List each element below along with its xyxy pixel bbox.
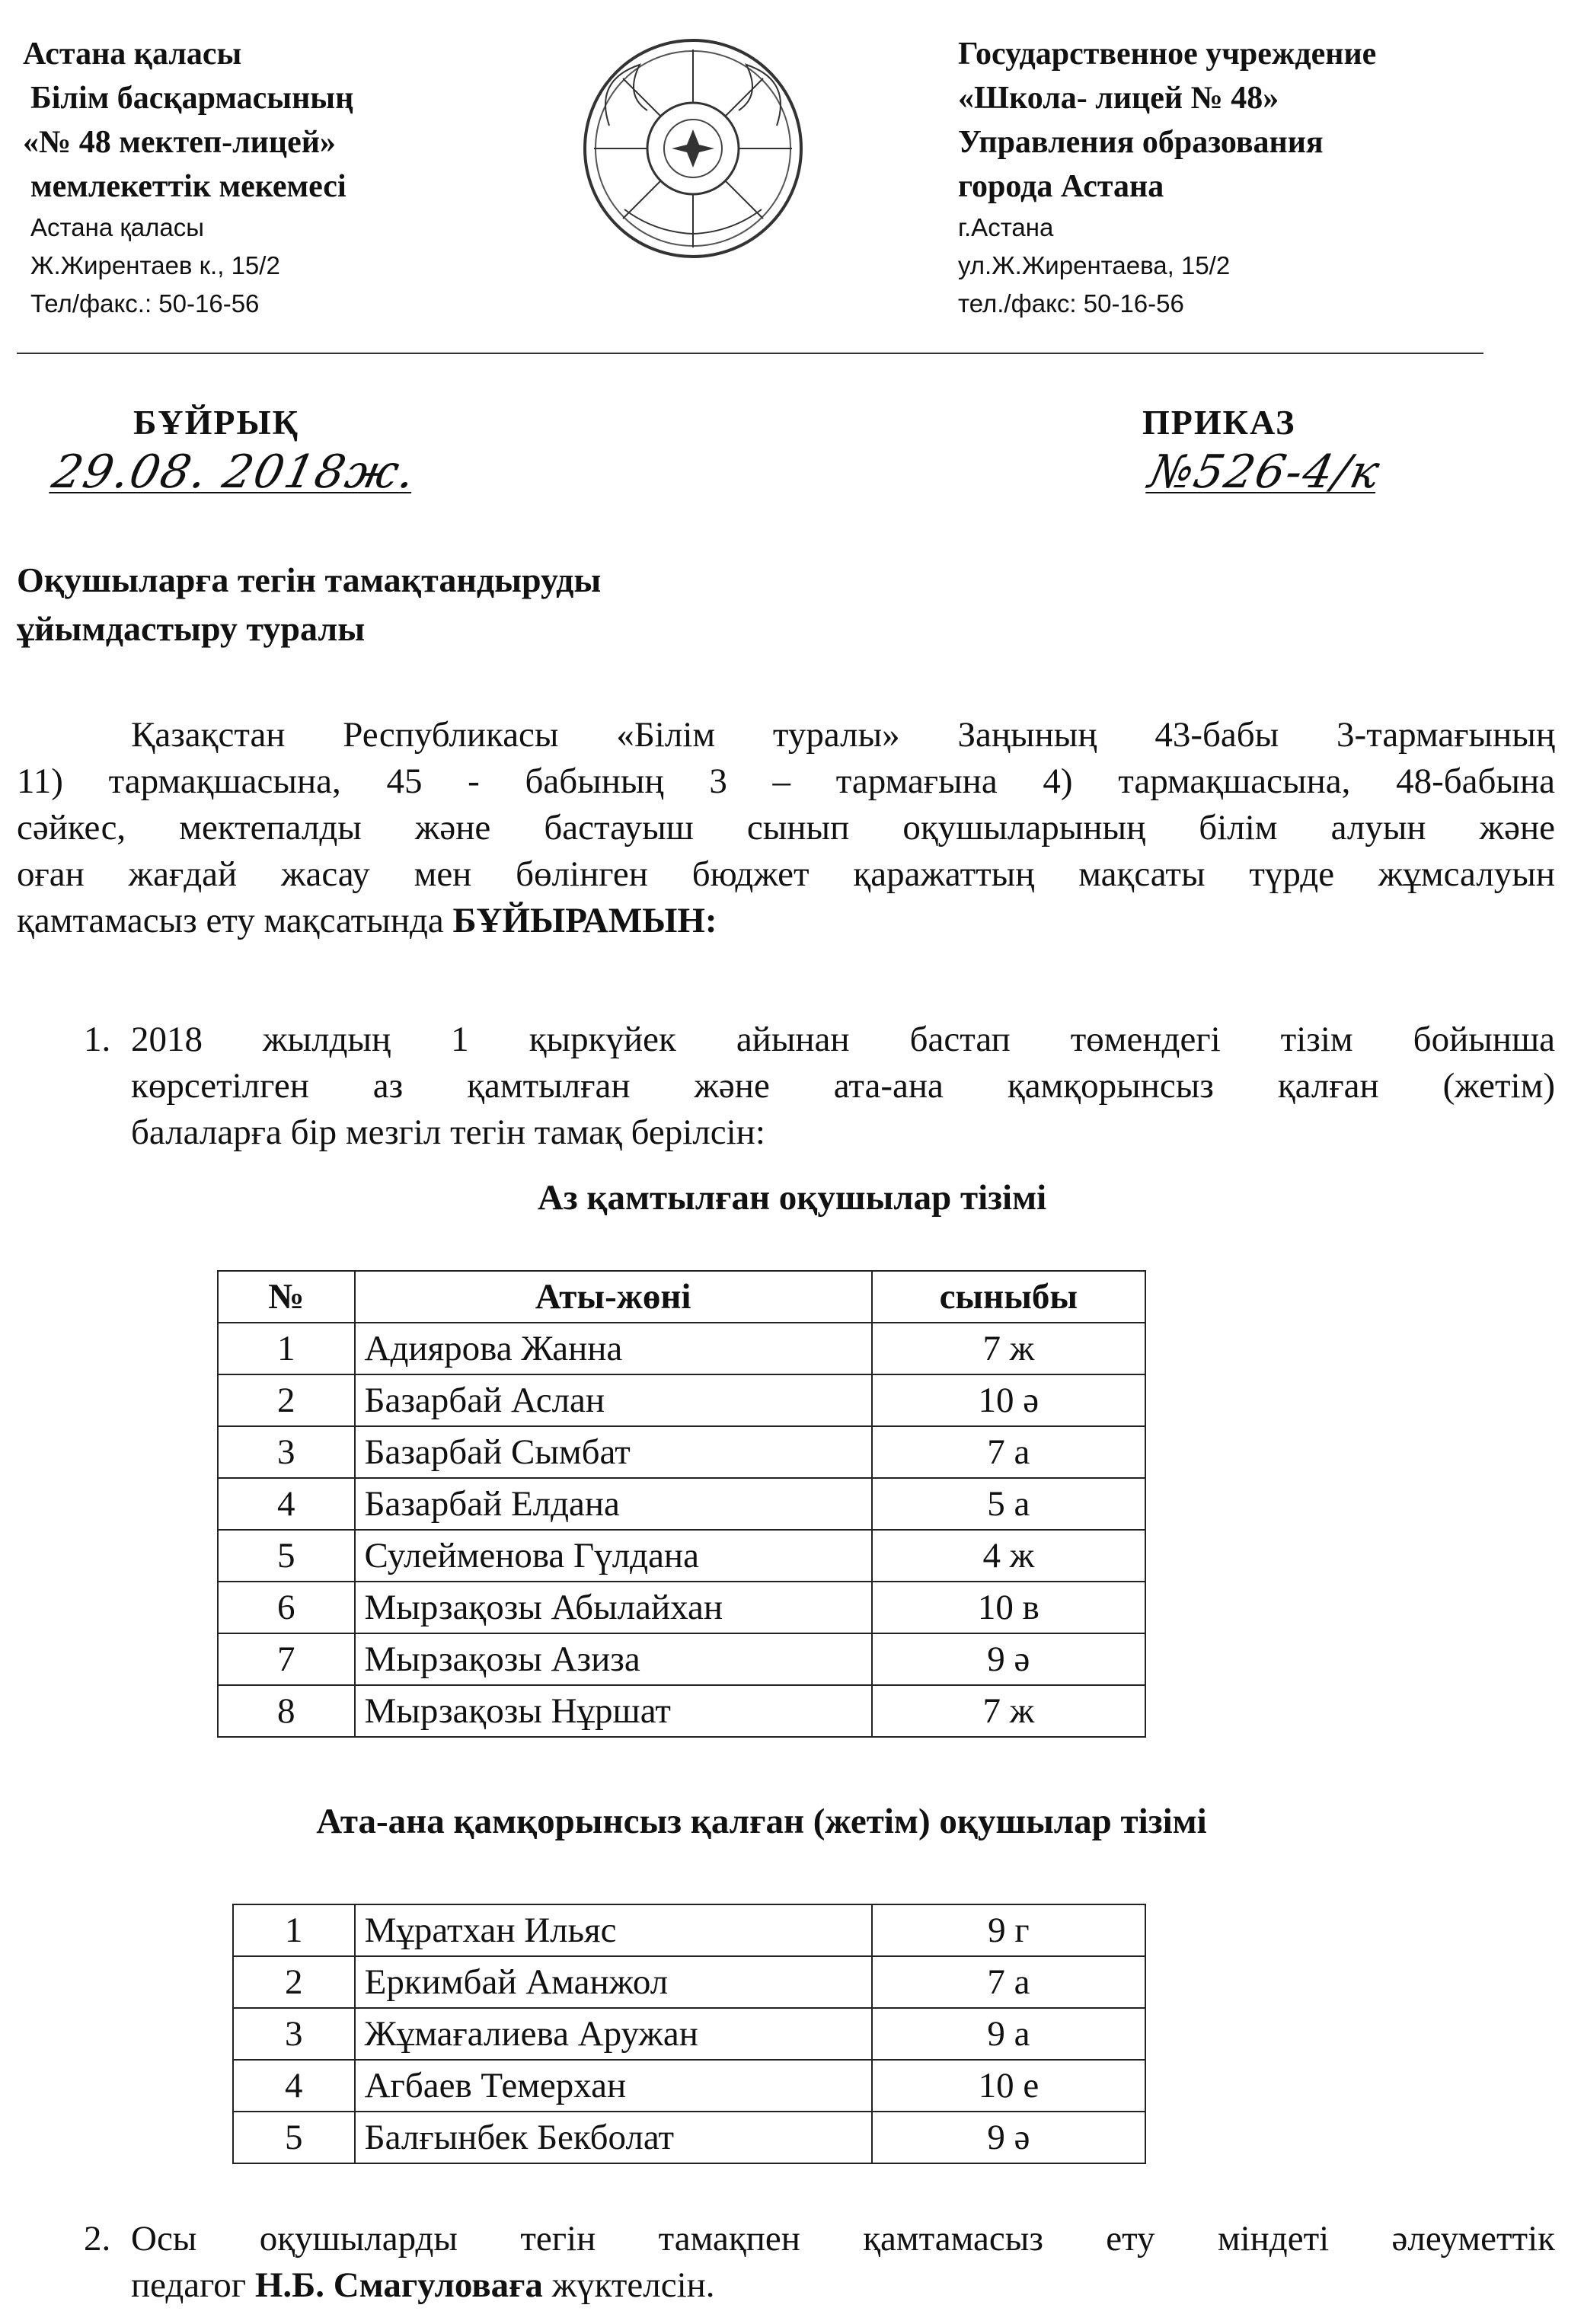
header-right-school: «Школа- лицей № 48» bbox=[958, 81, 1279, 116]
header-right-dept: Управления образования bbox=[958, 125, 1324, 160]
header-right-address-street: ул.Ж.Жирентаева, 15/2 bbox=[958, 251, 1231, 279]
preamble-line-2: 11) тармақшасына, 45 - бабының 3 – тармағына 4) тармақшасына, 48-бабына bbox=[17, 761, 1555, 801]
table-2-caption: Ата-ана қамқорынсыз қалған (жетім) оқушылар тізімі bbox=[316, 1802, 1207, 1841]
header-right-city: города Астана bbox=[958, 169, 1164, 204]
header-left-address-street: Ж.Жирентаев к., 15/2 bbox=[30, 251, 280, 279]
column-header-class: сыныбы bbox=[872, 1271, 1145, 1323]
table-1-caption: Аз қамтылған оқушылар тізімі bbox=[537, 1178, 1047, 1218]
student-name: Мырзақозы Азиза bbox=[355, 1633, 872, 1685]
table-row bbox=[233, 1904, 1145, 1956]
column-header-number: № bbox=[218, 1271, 355, 1323]
header-left-institution: мемлекеттік мекемесі bbox=[30, 169, 346, 204]
item-2-line-2 bbox=[131, 2262, 1555, 2309]
preamble-line-5-text: қамтамасыз ету мақсатында bbox=[17, 901, 453, 940]
item-2-text bbox=[131, 2216, 1555, 2309]
row-number: 3 bbox=[233, 2008, 355, 2060]
preamble-line-3: сәйкес, мектепалды және бастауыш сынып оқушыларының білім алуын және bbox=[17, 808, 1555, 848]
table-row bbox=[218, 1530, 1145, 1582]
responsible-person: Н.Б. Смагуловаға bbox=[254, 2265, 543, 2305]
student-name: Базарбай Аслан bbox=[355, 1374, 872, 1426]
preamble bbox=[17, 712, 1555, 944]
student-class: 9 ә bbox=[872, 2112, 1145, 2163]
student-name: Сулейменова Гүлдана bbox=[355, 1530, 872, 1582]
order-keyword: БҰЙЫРАМЫН: bbox=[452, 901, 717, 940]
row-number: 2 bbox=[218, 1374, 355, 1426]
row-number: 6 bbox=[218, 1582, 355, 1633]
student-class: 10 ә bbox=[872, 1374, 1145, 1426]
student-name: Агбаев Темерхан bbox=[355, 2060, 872, 2112]
table-row bbox=[233, 2008, 1145, 2060]
item-1-number: 1. bbox=[84, 1020, 111, 1059]
student-name: Мырзақозы Нұршат bbox=[355, 1685, 872, 1737]
header-left-phone: Тел/факс.: 50-16-56 bbox=[30, 289, 260, 318]
student-name: Еркимбай Аманжол bbox=[355, 1956, 872, 2008]
item-1-line-3: балаларға бір мезгіл тегін тамақ берілсін: bbox=[131, 1113, 765, 1152]
student-class: 9 г bbox=[872, 1904, 1145, 1956]
student-name: Жұмағалиева Аружан bbox=[355, 2008, 872, 2060]
order-title-line-1: Оқушыларға тегін тамақтандыруды bbox=[17, 560, 602, 599]
order-title bbox=[17, 556, 601, 653]
header-left bbox=[23, 32, 353, 323]
header-left-address-city: Астана қаласы bbox=[30, 213, 204, 241]
header-left-dept: Білім басқармасының bbox=[30, 81, 354, 116]
student-name: Базарбай Елдана bbox=[355, 1478, 872, 1530]
row-number: 5 bbox=[218, 1530, 355, 1582]
table-row bbox=[218, 1633, 1145, 1685]
student-class: 7 а bbox=[872, 1956, 1145, 2008]
student-class: 5 а bbox=[872, 1478, 1145, 1530]
student-class: 7 а bbox=[872, 1426, 1145, 1478]
header-right-address-city: г.Астана bbox=[958, 213, 1054, 241]
student-class: 7 ж bbox=[872, 1685, 1145, 1737]
header-left-school: «№ 48 мектеп-лицей» bbox=[23, 125, 336, 160]
student-class: 4 ж bbox=[872, 1530, 1145, 1582]
handwritten-order-number: №526-4/к bbox=[1144, 445, 1386, 499]
doc-type-kz: БҰЙРЫҚ bbox=[133, 403, 300, 442]
table-row bbox=[218, 1685, 1145, 1737]
preamble-line-5 bbox=[17, 898, 1555, 944]
row-number: 4 bbox=[233, 2060, 355, 2112]
table-row bbox=[233, 2060, 1145, 2112]
header-right bbox=[958, 32, 1376, 323]
student-class: 7 ж bbox=[872, 1323, 1145, 1374]
low-income-students-table bbox=[217, 1270, 1146, 1738]
table-row bbox=[233, 2112, 1145, 2163]
item-2-line-1: Осы оқушыларды тегін тамақпен қамтамасыз ету міндеті әлеуметтік bbox=[131, 2219, 1555, 2259]
item-1-line-2: көрсетілген аз қамтылған және ата-ана қамқорынсыз қалған (жетім) bbox=[131, 1066, 1555, 1106]
row-number: 8 bbox=[218, 1685, 355, 1737]
table-row bbox=[218, 1323, 1145, 1374]
item-1-text bbox=[131, 1017, 1555, 1156]
row-number: 1 bbox=[233, 1904, 355, 1956]
row-number: 5 bbox=[233, 2112, 355, 2163]
item-2-prefix: педагог bbox=[131, 2265, 255, 2305]
header-right-org-type: Государственное учреждение bbox=[958, 37, 1377, 72]
orphan-students-table bbox=[232, 1904, 1146, 2164]
item-1-line-1: 2018 жылдың 1 қыркүйек айынан бастап төмендегі тізім бойынша bbox=[131, 1020, 1555, 1059]
table-header-row bbox=[218, 1271, 1145, 1323]
doc-type-ru: ПРИКАЗ bbox=[1142, 403, 1296, 442]
header-right-phone: тел./факс: 50-16-56 bbox=[958, 289, 1184, 318]
student-class: 10 в bbox=[872, 1582, 1145, 1633]
student-name: Адиярова Жанна bbox=[355, 1323, 872, 1374]
table-row bbox=[218, 1478, 1145, 1530]
table-row bbox=[218, 1426, 1145, 1478]
column-header-name: Аты-жөні bbox=[355, 1271, 872, 1323]
table-row bbox=[218, 1582, 1145, 1633]
student-class: 10 е bbox=[872, 2060, 1145, 2112]
row-number: 3 bbox=[218, 1426, 355, 1478]
student-name: Мырзақозы Абылайхан bbox=[355, 1582, 872, 1633]
row-number: 7 bbox=[218, 1633, 355, 1685]
table-row bbox=[233, 1956, 1145, 2008]
header-divider bbox=[17, 353, 1483, 354]
student-name: Базарбай Сымбат bbox=[355, 1426, 872, 1478]
item-2-suffix: жүктелсін. bbox=[542, 2265, 715, 2305]
preamble-line-1: Қазақстан Республикасы «Білім туралы» Заңының 43-бабы 3-тармағының bbox=[131, 715, 1555, 755]
student-class: 9 а bbox=[872, 2008, 1145, 2060]
preamble-line-4: оған жағдай жасау мен бөлінген бюджет қаражаттың мақсаты түрде жұмсалуын bbox=[17, 854, 1555, 894]
table-row bbox=[218, 1374, 1145, 1426]
row-number: 4 bbox=[218, 1478, 355, 1530]
handwritten-date: 29.08. 2018ж. bbox=[47, 445, 422, 499]
student-class: 9 ә bbox=[872, 1633, 1145, 1685]
state-emblem-icon bbox=[579, 34, 807, 263]
student-name: Балғынбек Бекболат bbox=[355, 2112, 872, 2163]
item-2-number: 2. bbox=[84, 2219, 111, 2259]
order-title-line-2: ұйымдастыру туралы bbox=[17, 609, 366, 648]
header-left-city: Астана қаласы bbox=[23, 37, 242, 72]
row-number: 1 bbox=[218, 1323, 355, 1374]
student-name: Мұратхан Ильяс bbox=[355, 1904, 872, 1956]
row-number: 2 bbox=[233, 1956, 355, 2008]
